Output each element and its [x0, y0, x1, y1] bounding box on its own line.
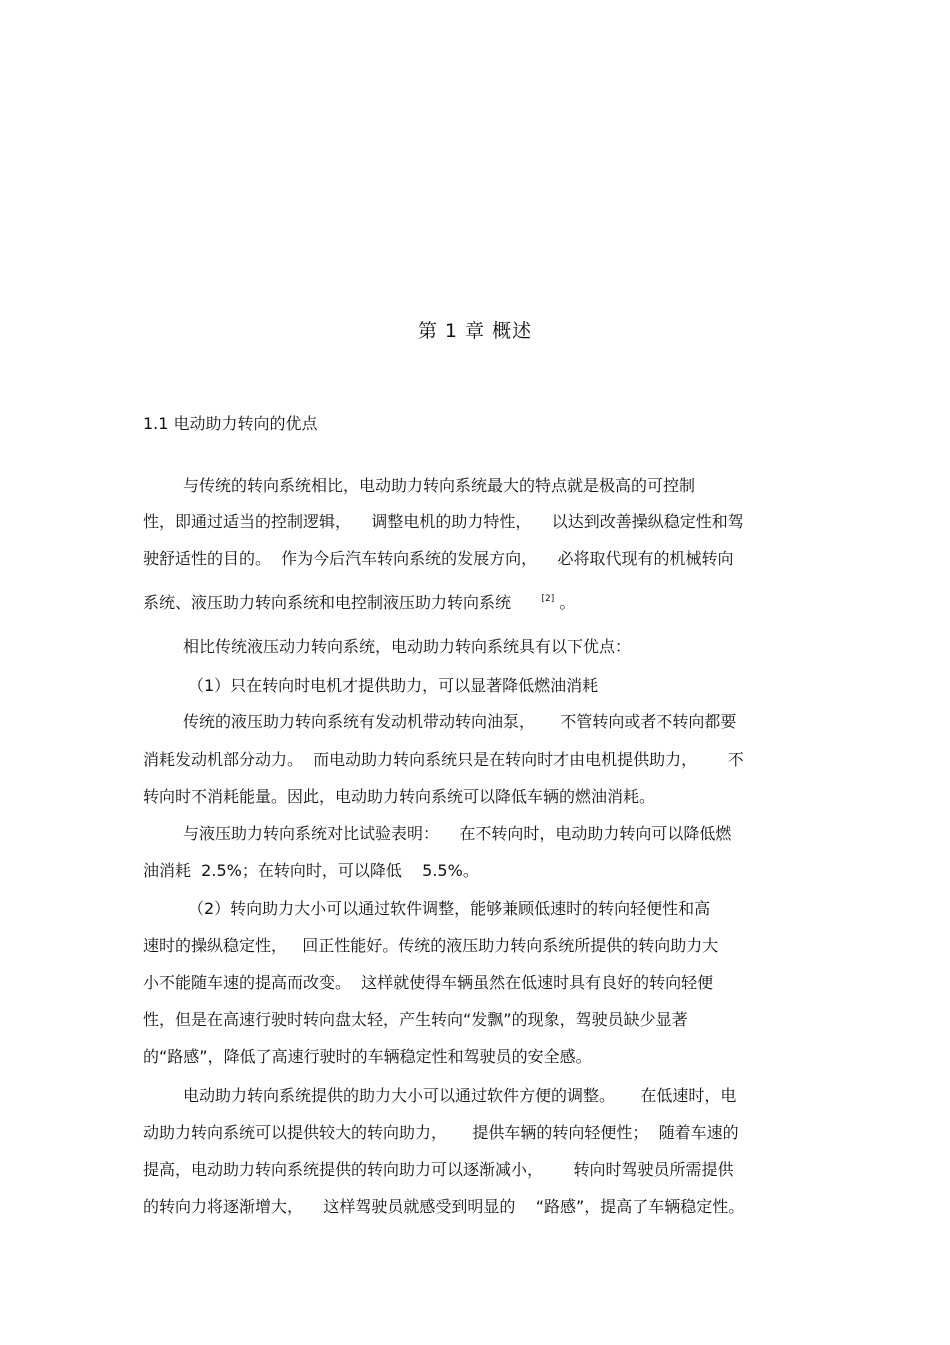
line-text: 系统、液压助力转向系统和电控制液压助力转向系统	[143, 593, 512, 612]
section-heading: 1.1 电动助力转向的优点	[143, 414, 318, 433]
citation-marker: [2]	[541, 594, 555, 604]
list-item-heading: （2）转向助力大小可以通过软件调整，能够兼顾低速时的转向轻便性和高	[188, 899, 711, 918]
paragraph-line: 消耗发动机部分动力。 而电动助力转向系统只是在转向时才由电机提供助力， 不	[143, 750, 744, 769]
paragraph-line: 相比传统液压动力转向系统，电动助力转向系统具有以下优点：	[183, 637, 632, 656]
list-item-heading: （1）只在转向时电机才提供助力，可以显著降低燃油消耗	[188, 676, 599, 695]
paragraph-line: 小不能随车速的提高而改变。 这样就使得车辆虽然在低速时具有良好的转向轻便	[143, 973, 714, 992]
paragraph-line: 的转向力将逐渐增大， 这样驾驶员就感受到明显的 “路感”，提高了车辆稳定性。	[143, 1197, 745, 1216]
paragraph-line-with-citation	[143, 592, 575, 614]
paragraph-line: 速时的操纵稳定性， 回正性能好。传统的液压助力转向系统所提供的转向助力大	[143, 936, 719, 955]
paragraph-line: 油消耗 2.5%；在转向时，可以降低 5.5%。	[143, 861, 479, 880]
paragraph-line: 提高，电动助力转向系统提供的转向助力可以逐渐减小， 转向时驾驶员所需提供	[143, 1160, 734, 1179]
paragraph-line: 转向时不消耗能量。因此，电动助力转向系统可以降低车辆的燃油消耗。	[143, 787, 656, 806]
paragraph-line: 的“路感”，降低了高速行驶时的车辆稳定性和驾驶员的安全感。	[143, 1047, 592, 1066]
paragraph-line: 动助力转向系统可以提供较大的转向助力， 提供车辆的转向轻便性； 随着车速的	[143, 1123, 739, 1142]
paragraph-line: 性，即通过适当的控制逻辑， 调整电机的助力特性， 以达到改善操纵稳定性和驾	[143, 512, 744, 531]
paragraph-line: 传统的液压助力转向系统有发动机带动转向油泵， 不管转向或者不转向都要	[183, 712, 737, 731]
chapter-title: 第 1 章 概述	[417, 320, 533, 342]
line-tail: 。	[554, 593, 576, 612]
paragraph-line: 电动助力转向系统提供的助力大小可以通过软件方便的调整。 在低速时，电	[183, 1086, 737, 1105]
paragraph-line: 与液压助力转向系统对比试验表明： 在不转向时，电动助力转向可以降低燃	[183, 824, 732, 843]
paragraph-line: 驶舒适性的目的。 作为今后汽车转向系统的发展方向， 必将取代现有的机械转向	[143, 549, 734, 568]
paragraph-line: 性，但是在高速行驶时转向盘太轻，产生转向“发飘”的现象，驾驶员缺少显著	[143, 1010, 688, 1029]
paragraph-line: 与传统的转向系统相比，电动助力转向系统最大的特点就是极高的可控制	[183, 476, 696, 495]
